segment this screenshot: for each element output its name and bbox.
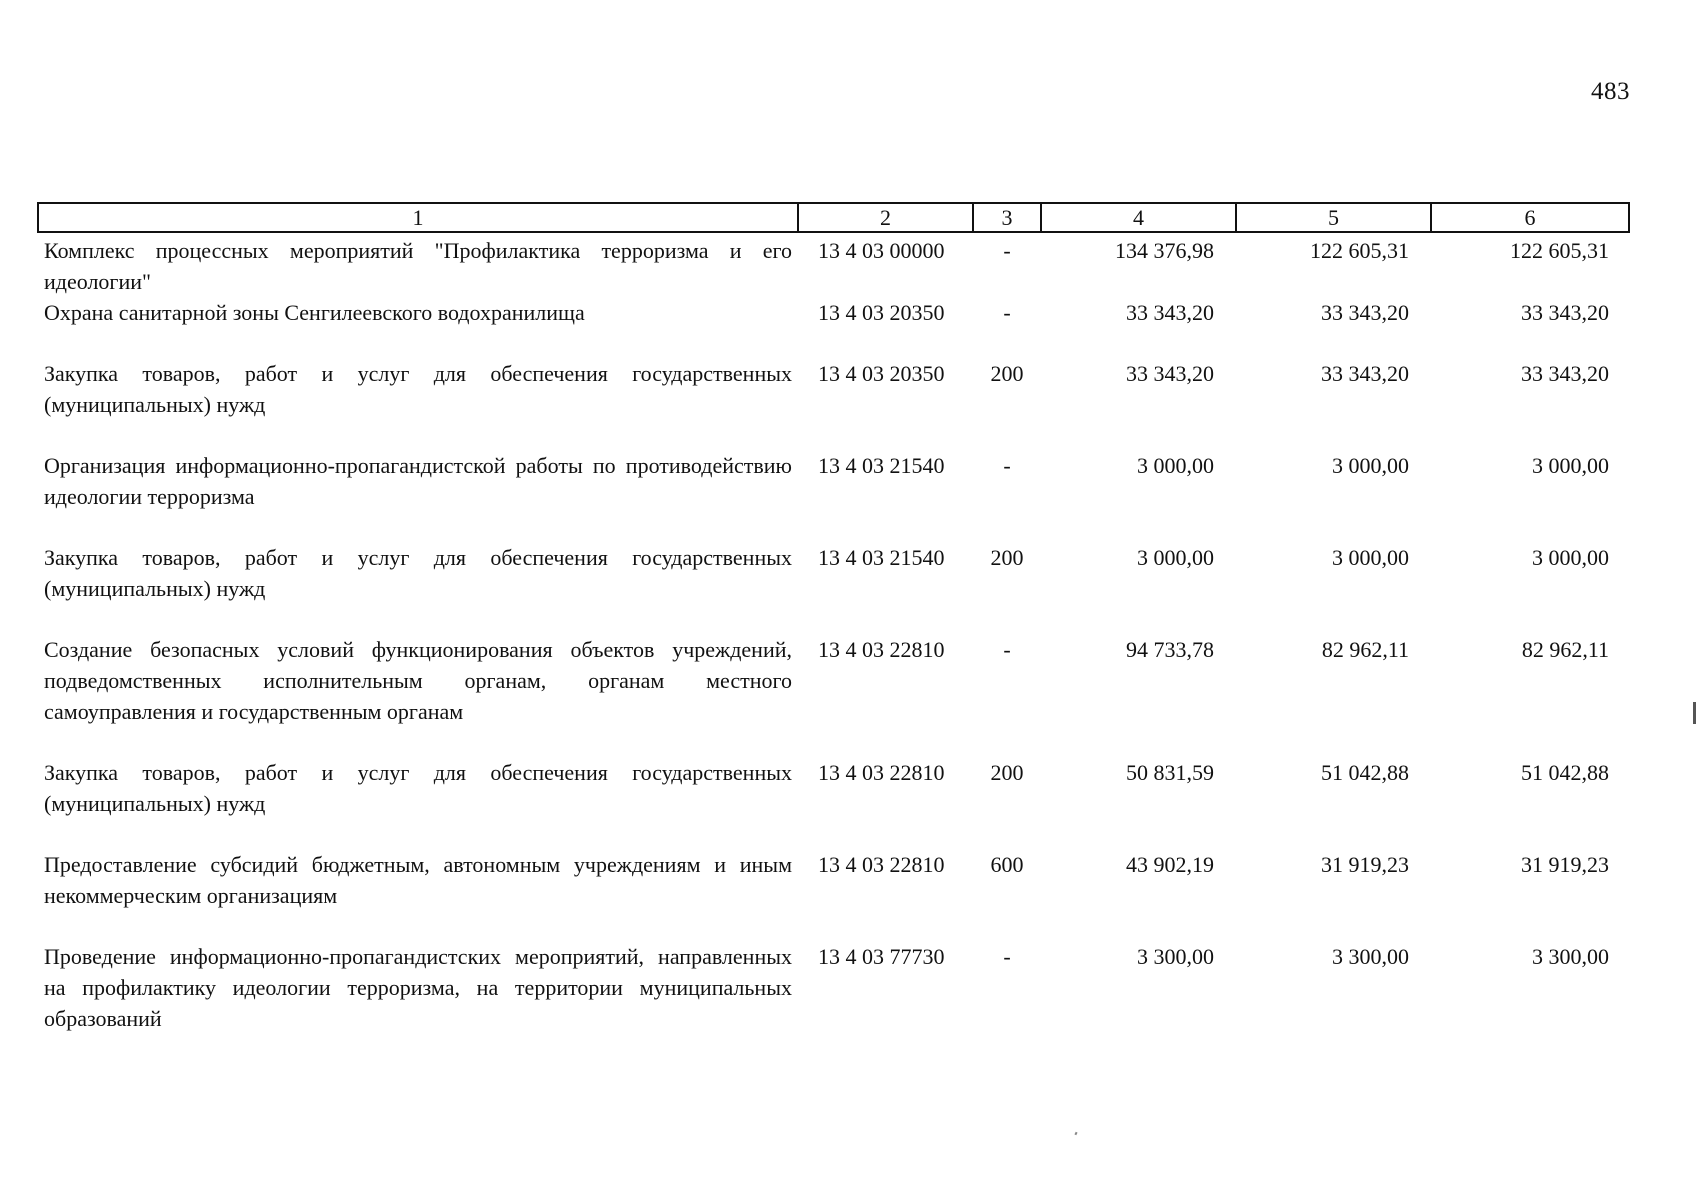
row-code: 13 4 03 22810 [818, 852, 945, 877]
header-col-1: 1 [38, 203, 798, 232]
row-type: - [1003, 453, 1011, 478]
row-value-5: 3 300,00 [1332, 944, 1409, 969]
row-value-4: 43 902,19 [1126, 852, 1214, 877]
row-code: 13 4 03 21540 [818, 453, 945, 478]
header-col-3: 3 [973, 203, 1041, 232]
row-value-4: 33 343,20 [1126, 300, 1214, 325]
row-value-4: 3 000,00 [1137, 545, 1214, 570]
table-row [38, 757, 1629, 849]
row-type: - [1003, 944, 1011, 969]
row-name: Создание безопасных условий функционирования объектов учреждений, подведомственных исполнительным органам, органам местного самоуправления и государственным органам [44, 637, 792, 724]
row-type: 200 [990, 545, 1024, 570]
table-header [38, 203, 1629, 232]
row-value-6: 31 919,23 [1521, 852, 1609, 877]
row-type: - [1003, 300, 1011, 325]
row-value-4: 134 376,98 [1115, 238, 1214, 263]
table-body [38, 232, 1629, 1034]
header-col-4: 4 [1041, 203, 1236, 232]
row-value-6: 82 962,11 [1521, 637, 1609, 662]
table-row [38, 849, 1629, 941]
table-row [38, 232, 1629, 297]
row-code: 13 4 03 00000 [818, 238, 945, 263]
table-row [38, 941, 1629, 1034]
row-value-5: 51 042,88 [1321, 760, 1409, 785]
row-value-4: 33 343,20 [1126, 361, 1214, 386]
row-type: 200 [990, 760, 1024, 785]
row-code: 13 4 03 20350 [818, 300, 945, 325]
row-code: 13 4 03 77730 [818, 944, 945, 969]
header-col-2: 2 [798, 203, 973, 232]
row-name: Организация информационно-пропагандистской работы по противодействию идеологии терроризма [44, 453, 792, 509]
header-col-5: 5 [1236, 203, 1431, 232]
row-value-4: 50 831,59 [1126, 760, 1214, 785]
row-value-5: 82 962,11 [1321, 637, 1409, 662]
table-row [38, 358, 1629, 450]
row-value-6: 3 000,00 [1532, 545, 1609, 570]
row-value-6: 51 042,88 [1521, 760, 1609, 785]
row-value-5: 33 343,20 [1321, 300, 1409, 325]
header-row [38, 203, 1629, 232]
row-value-6: 33 343,20 [1521, 361, 1609, 386]
row-name: Закупка товаров, работ и услуг для обеспечения государственных (муниципальных) нужд [44, 361, 792, 417]
row-value-4: 3 300,00 [1137, 944, 1214, 969]
row-type: 600 [990, 852, 1024, 877]
row-value-4: 3 000,00 [1137, 453, 1214, 478]
row-value-6: 3 300,00 [1532, 944, 1609, 969]
row-name: Охрана санитарной зоны Сенгилеевского водохранилища [44, 300, 585, 325]
row-value-5: 122 605,31 [1310, 238, 1409, 263]
row-type: - [1003, 238, 1011, 263]
row-name: Комплекс процессных мероприятий "Профилактика терроризма и его идеологии" [44, 238, 792, 294]
table-row [38, 542, 1629, 634]
row-name: Предоставление субсидий бюджетным, автономным учреждениям и иным некоммерческим организациям [44, 852, 792, 908]
row-value-6: 122 605,31 [1510, 238, 1609, 263]
row-type: 200 [990, 361, 1024, 386]
row-name: Закупка товаров, работ и услуг для обеспечения государственных (муниципальных) нужд [44, 760, 792, 816]
page-number: 483 [1591, 78, 1630, 105]
row-code: 13 4 03 21540 [818, 545, 945, 570]
table-row [38, 297, 1629, 358]
row-value-5: 3 000,00 [1332, 453, 1409, 478]
row-name: Проведение информационно-пропагандистских мероприятий, направленных на профилактику идеологии терроризма, на территории муниципальных образований [44, 944, 792, 1031]
scan-speck [1074, 1132, 1077, 1136]
table-row [38, 450, 1629, 542]
row-code: 13 4 03 20350 [818, 361, 945, 386]
row-value-5: 33 343,20 [1321, 361, 1409, 386]
row-code: 13 4 03 22810 [818, 760, 945, 785]
row-value-5: 3 000,00 [1332, 545, 1409, 570]
row-code: 13 4 03 22810 [818, 637, 945, 662]
row-value-5: 31 919,23 [1321, 852, 1409, 877]
row-type: - [1003, 637, 1011, 662]
header-col-6: 6 [1431, 203, 1629, 232]
row-name: Закупка товаров, работ и услуг для обеспечения государственных (муниципальных) нужд [44, 545, 792, 601]
row-value-6: 33 343,20 [1521, 300, 1609, 325]
row-value-4: 94 733,78 [1126, 637, 1214, 662]
row-value-6: 3 000,00 [1532, 453, 1609, 478]
budget-table [37, 202, 1630, 1034]
table-row [38, 634, 1629, 757]
